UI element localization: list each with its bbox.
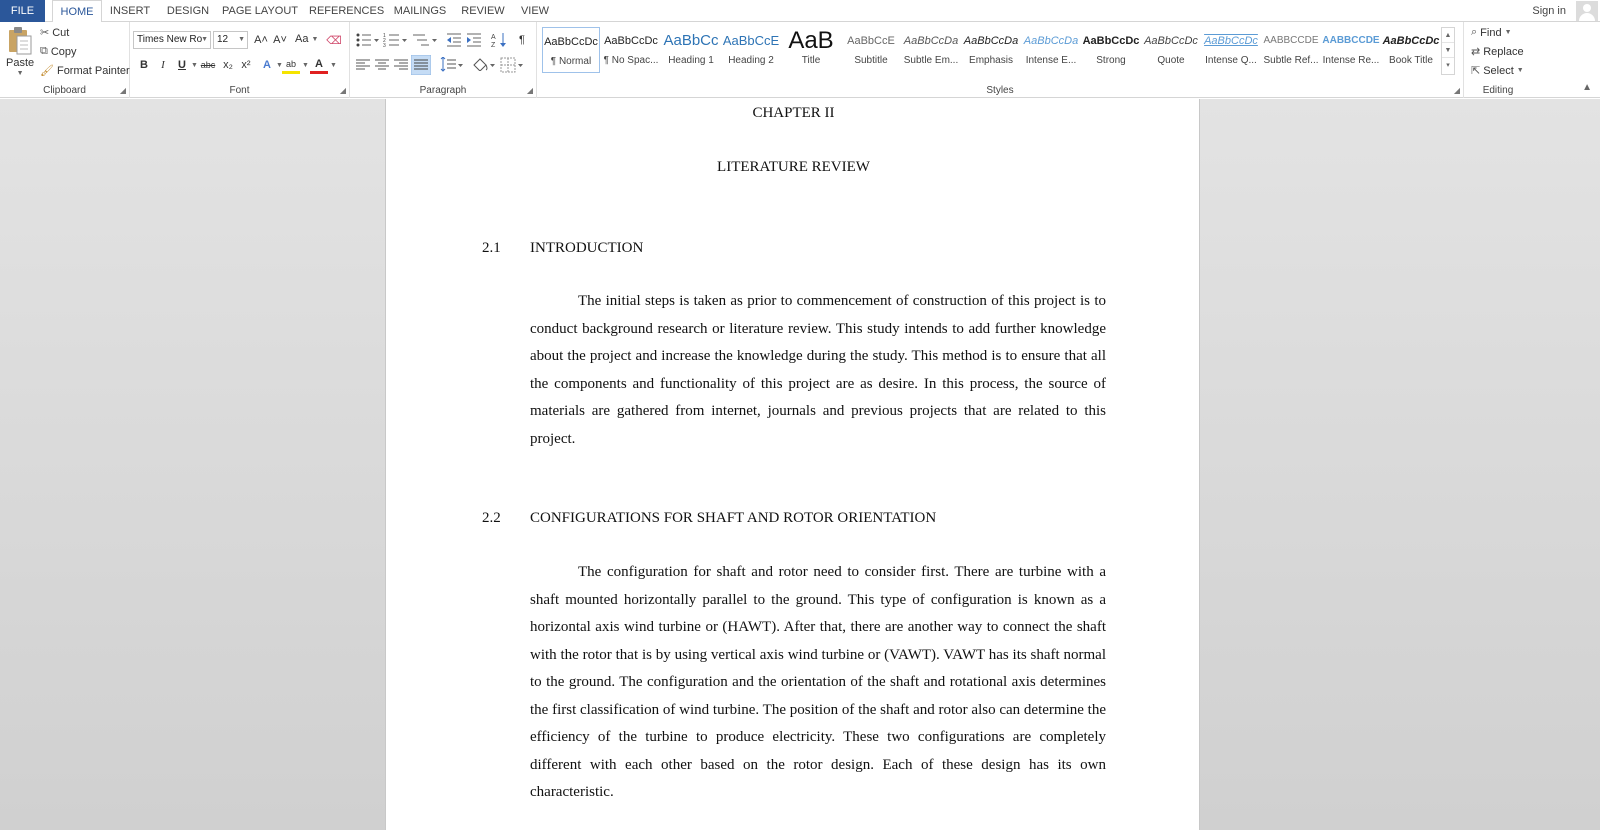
- format-painter-label: Format Painter: [56, 64, 130, 77]
- style-preview: AaBbCcDa: [1023, 35, 1079, 47]
- align-right-icon[interactable]: [393, 57, 409, 73]
- style-subtitle[interactable]: [842, 27, 900, 73]
- font-color-button[interactable]: A: [310, 56, 328, 74]
- paragraph-launcher-icon[interactable]: ◢: [526, 86, 533, 95]
- document-page[interactable]: [385, 99, 1200, 830]
- paragraph-group: [350, 22, 537, 98]
- superscript-button[interactable]: x²: [241, 59, 251, 71]
- style-preview: AaBbCcE: [847, 35, 895, 47]
- paste-button[interactable]: [6, 26, 34, 77]
- font-name-combo[interactable]: [133, 31, 211, 49]
- tab-design[interactable]: DESIGN: [166, 5, 210, 17]
- style-heading-1[interactable]: [662, 27, 720, 73]
- svg-text:A: A: [491, 34, 496, 41]
- styles-launcher-icon[interactable]: ◢: [1453, 86, 1460, 95]
- justify-icon[interactable]: [411, 55, 431, 75]
- style-name: Subtle Em...: [903, 55, 959, 66]
- style-emphasis[interactable]: [962, 27, 1020, 73]
- multilevel-list-icon[interactable]: [411, 31, 439, 49]
- increase-indent-icon[interactable]: [465, 31, 483, 49]
- ribbon: [0, 22, 1600, 98]
- clear-formatting-icon[interactable]: ⌫: [326, 34, 342, 47]
- chapter-heading: CHAPTER II: [752, 105, 835, 121]
- style-normal[interactable]: [542, 27, 600, 73]
- styles-more-icon[interactable]: ▾: [1446, 62, 1450, 69]
- style-subtle-reference[interactable]: [1262, 27, 1320, 73]
- section-number: 2.2: [482, 510, 501, 526]
- text-effects-dropdown-icon[interactable]: ▼: [276, 62, 283, 69]
- style-name: Heading 1: [668, 55, 714, 66]
- replace-icon: ⇄: [1471, 46, 1481, 58]
- style-preview: AaBbCcDc: [604, 35, 658, 47]
- font-group: [130, 22, 350, 98]
- bullets-icon[interactable]: [355, 31, 381, 49]
- style-preview: AABBCCDE: [1263, 35, 1319, 46]
- tab-insert[interactable]: INSERT: [109, 5, 151, 17]
- underline-button[interactable]: U: [178, 59, 186, 71]
- subscript-button[interactable]: x₂: [223, 59, 233, 71]
- style-preview: AaBbCcDc: [544, 36, 598, 48]
- style-name: ¶ No Spac...: [603, 55, 659, 66]
- style-name: Emphasis: [969, 55, 1013, 66]
- paste-icon: [7, 26, 33, 56]
- style-preview: AaBbCcDc: [1204, 35, 1258, 47]
- style-strong[interactable]: [1082, 27, 1140, 73]
- editing-group-label: Editing: [1482, 85, 1514, 96]
- style-name: Quote: [1157, 55, 1185, 66]
- cut-label: Cut: [52, 26, 70, 39]
- style-preview: AaBbCcE: [722, 33, 780, 48]
- font-size-value: 12: [217, 34, 229, 45]
- style-heading-2[interactable]: [722, 27, 780, 73]
- style-preview: AABBCCDE: [1322, 35, 1380, 46]
- svg-text:3: 3: [383, 43, 386, 49]
- change-case-dropdown-icon: ▼: [311, 35, 319, 43]
- user-avatar[interactable]: [1576, 1, 1598, 21]
- change-case-button[interactable]: [295, 33, 318, 45]
- font-color-dropdown-icon[interactable]: ▼: [330, 62, 337, 69]
- style-preview: AaBbCcDc: [1082, 35, 1140, 47]
- style-name: Intense E...: [1025, 55, 1077, 66]
- font-name-dropdown-icon[interactable]: ▼: [201, 36, 208, 43]
- editing-group: [1464, 22, 1532, 98]
- font-launcher-icon[interactable]: ◢: [339, 86, 346, 95]
- style-intense-reference[interactable]: [1322, 27, 1380, 73]
- tab-file[interactable]: FILE: [0, 0, 45, 22]
- style-name: Heading 2: [728, 55, 774, 66]
- shrink-font-button[interactable]: A˅: [273, 34, 287, 46]
- paragraph-group-label: Paragraph: [419, 85, 467, 96]
- font-name-value: Times New Ro: [137, 34, 203, 45]
- grow-font-button[interactable]: A˄: [254, 34, 268, 46]
- style-name: Book Title: [1389, 55, 1433, 66]
- style-intense-quote[interactable]: [1202, 27, 1260, 73]
- document-workspace[interactable]: [0, 99, 1600, 830]
- format-painter-button[interactable]: [40, 64, 130, 77]
- clipboard-launcher-icon[interactable]: ◢: [119, 86, 126, 95]
- section-heading: INTRODUCTION: [530, 240, 644, 256]
- select-button[interactable]: [1471, 64, 1524, 77]
- style-preview: AaB: [788, 27, 834, 54]
- align-center-icon[interactable]: [374, 57, 390, 73]
- style-name: Intense Re...: [1322, 55, 1380, 66]
- tab-home[interactable]: HOME: [52, 0, 102, 23]
- style-name: ¶ Normal: [550, 56, 592, 67]
- line-spacing-icon[interactable]: [438, 57, 464, 73]
- style-name: Intense Q...: [1205, 55, 1257, 66]
- style-name: Strong: [1096, 55, 1126, 66]
- change-case-label: Aa: [295, 33, 309, 45]
- section-number: 2.1: [482, 240, 501, 256]
- tab-review[interactable]: REVIEW: [461, 5, 505, 17]
- scissors-icon: ✂: [40, 27, 50, 39]
- select-dropdown-icon: ▼: [1516, 67, 1524, 74]
- align-left-icon[interactable]: [355, 57, 371, 73]
- cut-button[interactable]: [40, 26, 69, 39]
- styles-gallery-scroller: [1441, 27, 1455, 75]
- svg-text:Z: Z: [491, 42, 496, 49]
- section-body: The configuration for shaft and rotor need to consider first. There are turbine with a shaft mounted horizontally parallel to the ground. This type of configuration is known as a horizontal axis wind turbine or (HAWT). After that, there are another way to connect the shaft with the rotor that is by using vertical axis wind turbine or (VAWT). VAWT has its shaft normal to the ground. The configuration and the orientation of the shaft and rotational axis determines the first classification of wind turbine. The position of the shaft and rotor also can determine the efficiency of the turbine to produce electricity. These two configurations are completely different with each other based on the rotor design. Each of these design has its own characteristic.: [530, 564, 1106, 800]
- copy-button[interactable]: [40, 45, 77, 58]
- styles-gallery: [541, 27, 1441, 75]
- copy-label: Copy: [50, 45, 77, 58]
- copy-icon: ⧉: [40, 45, 48, 57]
- collapse-ribbon-icon[interactable]: ▲: [1582, 82, 1592, 93]
- tab-view[interactable]: VIEW: [520, 5, 550, 17]
- font-size-combo[interactable]: [213, 31, 248, 49]
- svg-text:1: 1: [383, 33, 386, 39]
- style-name: Subtitle: [854, 55, 888, 66]
- style-subtle-emphasis[interactable]: [902, 27, 960, 73]
- tab-page-layout[interactable]: PAGE LAYOUT: [222, 5, 299, 17]
- bold-button[interactable]: B: [140, 59, 148, 71]
- find-label: Find: [1480, 26, 1502, 39]
- style-book-title[interactable]: [1382, 27, 1440, 73]
- style-name: Title: [801, 55, 821, 66]
- text-effects-button[interactable]: A: [263, 59, 271, 71]
- clipboard-group: [0, 22, 130, 98]
- shading-icon[interactable]: [471, 57, 495, 73]
- numbering-icon[interactable]: [383, 31, 409, 49]
- binoculars-icon: ⌕: [1471, 26, 1478, 38]
- show-formatting-marks-button[interactable]: ¶: [519, 34, 525, 46]
- style-no-spacing[interactable]: [602, 27, 660, 73]
- section-heading: CONFIGURATIONS FOR SHAFT AND ROTOR ORIENTATION: [530, 510, 937, 526]
- styles-scroll-down-icon[interactable]: ▼: [1442, 43, 1454, 58]
- styles-group-label: Styles: [986, 85, 1014, 96]
- font-size-dropdown-icon[interactable]: ▼: [238, 36, 245, 43]
- style-intense-emphasis[interactable]: [1022, 27, 1080, 73]
- decrease-indent-icon[interactable]: [445, 31, 463, 49]
- paste-label: Paste: [6, 57, 35, 69]
- style-preview: AaBbCc: [663, 32, 719, 49]
- borders-icon[interactable]: [500, 57, 524, 73]
- style-title[interactable]: [782, 27, 840, 73]
- document-title: LITERATURE REVIEW: [717, 159, 870, 175]
- style-name: Subtle Ref...: [1263, 55, 1319, 66]
- italic-button[interactable]: I: [161, 59, 165, 71]
- section-body: The initial steps is taken as prior to commencement of construction of this project is to conduct background research or literature review. This study intends to add further knowledge about the project and increase the knowledge during the study. This method is to ensure that all the components and functionality of this project are as desire. In this process, the source of materials are gathered from internet, journals and previous projects that are related to this project.: [530, 293, 1106, 447]
- ribbon-tab-bar: [0, 0, 1600, 22]
- replace-button[interactable]: [1471, 45, 1524, 58]
- clipboard-group-label: Clipboard: [43, 85, 86, 96]
- style-preview: AaBbCcDa: [963, 35, 1019, 47]
- sort-icon[interactable]: [490, 31, 508, 49]
- paintbrush-icon: 🖌: [40, 65, 54, 77]
- find-button[interactable]: [1471, 26, 1512, 39]
- paste-dropdown-icon: ▼: [16, 70, 24, 77]
- highlight-button[interactable]: ab: [282, 56, 300, 74]
- tab-references[interactable]: REFERENCES: [309, 5, 385, 17]
- style-preview: AaBbCcDc: [1382, 35, 1440, 47]
- highlight-dropdown-icon[interactable]: ▼: [302, 62, 309, 69]
- replace-label: Replace: [1483, 45, 1524, 58]
- select-label: Select: [1483, 64, 1514, 77]
- strikethrough-button[interactable]: abc: [200, 60, 216, 70]
- font-group-label: Font: [229, 85, 250, 96]
- svg-text:2: 2: [383, 38, 386, 44]
- styles-scroll-up-icon[interactable]: ▲: [1442, 28, 1454, 43]
- find-dropdown-icon: ▼: [1504, 29, 1512, 36]
- cursor-arrow-icon: ⇱: [1471, 65, 1481, 77]
- style-preview: AaBbCcDa: [903, 35, 959, 47]
- style-quote[interactable]: [1142, 27, 1200, 73]
- style-preview: AaBbCcDc: [1144, 35, 1198, 47]
- sign-in-link[interactable]: Sign in: [1532, 5, 1566, 17]
- underline-dropdown-icon[interactable]: ▼: [191, 62, 198, 69]
- tab-mailings[interactable]: MAILINGS: [393, 5, 447, 17]
